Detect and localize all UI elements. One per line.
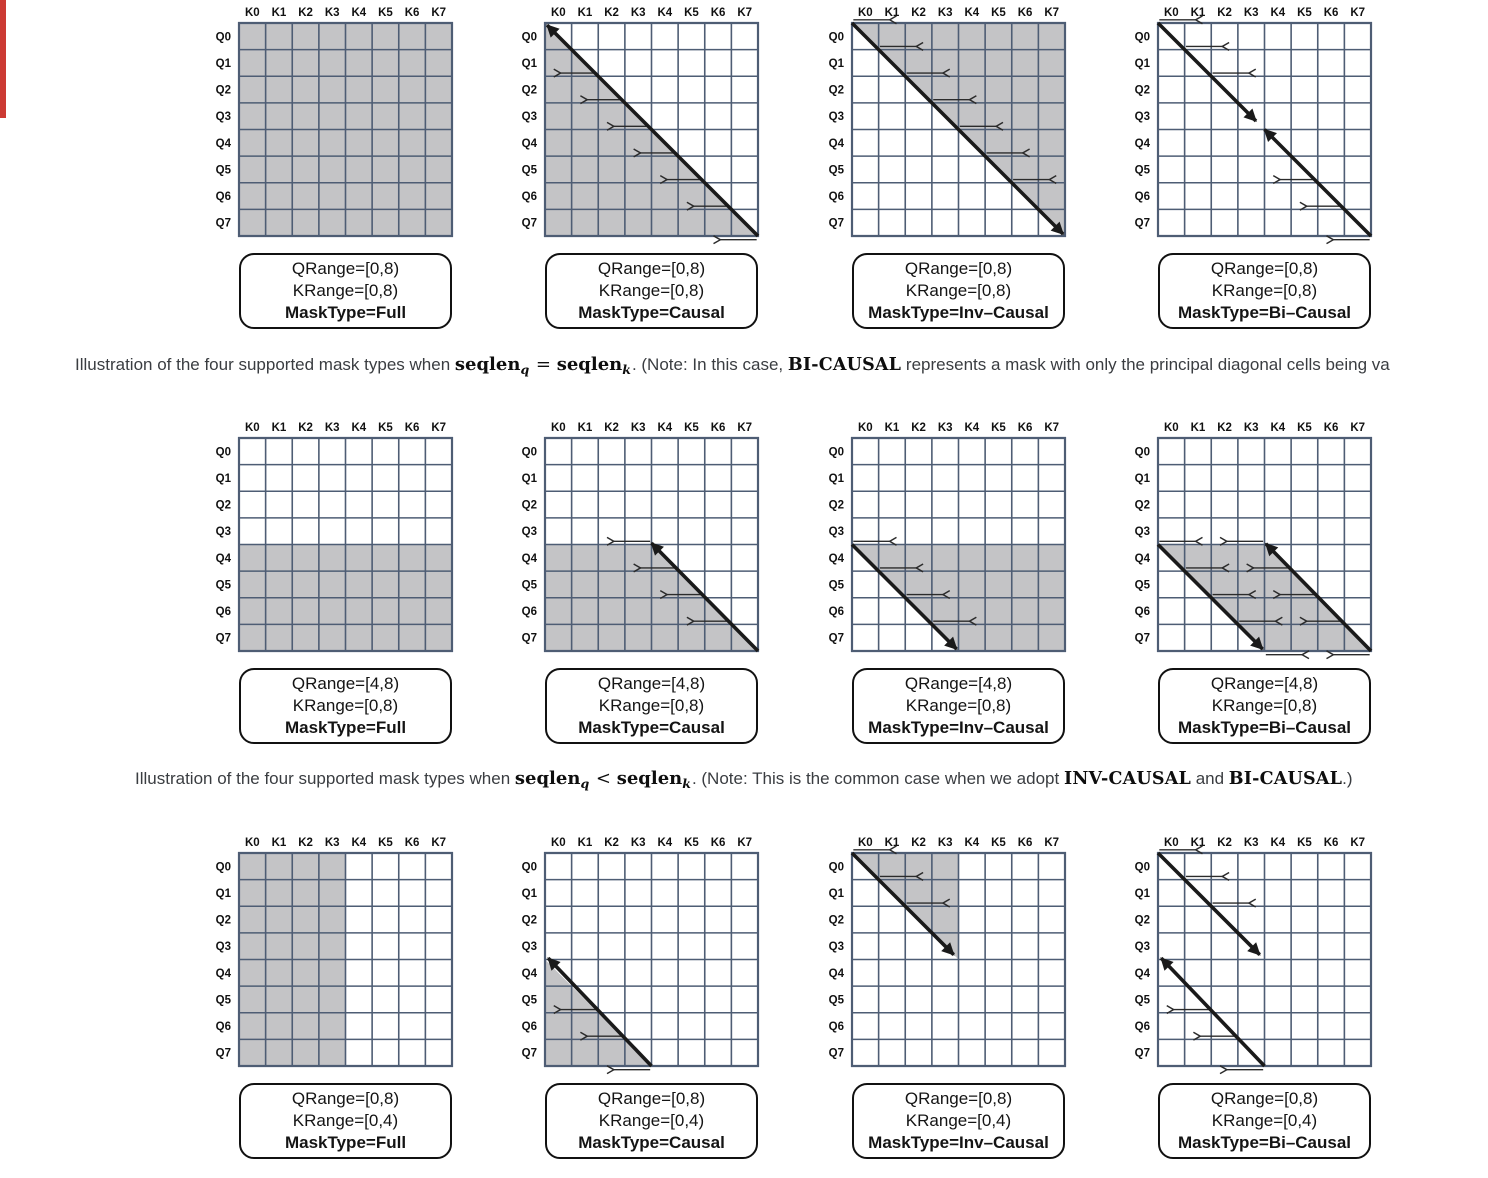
qrange-label: QRange=[0,8): [291, 1089, 400, 1108]
k-label: K7: [1350, 422, 1366, 434]
masktype-label: MaskType=Inv–Causal: [868, 303, 1049, 322]
q-label: Q4: [1134, 552, 1150, 565]
k-label: K2: [1217, 837, 1232, 849]
k-label: K3: [937, 7, 953, 19]
krange-label: KRange=[0,8): [1211, 696, 1318, 715]
k-label: K4: [657, 837, 673, 849]
k-label: K0: [550, 837, 566, 849]
q-label: Q4: [521, 967, 537, 980]
q-label: Q7: [828, 632, 844, 645]
q-label: Q2: [828, 499, 844, 512]
k-label: K1: [271, 7, 287, 19]
mask-grid: [819, 835, 1081, 1081]
q-label: Q5: [828, 579, 844, 592]
q-label: Q4: [1134, 137, 1150, 150]
k-label: K4: [351, 837, 367, 849]
q-label: Q0: [1134, 861, 1150, 874]
mask-grid: [1125, 835, 1387, 1081]
k-label: K5: [991, 422, 1006, 434]
k-label: K3: [630, 7, 646, 19]
k-label: K5: [378, 837, 393, 849]
mask-grid: [512, 5, 774, 251]
mask-grid: [512, 420, 774, 666]
mask-grid: [512, 835, 774, 1081]
q-label: Q6: [521, 1021, 537, 1034]
q-label: Q6: [1134, 1021, 1150, 1034]
q-label: Q5: [1134, 164, 1150, 177]
masktype-label: MaskType=Full: [284, 718, 407, 737]
q-label: Q4: [215, 552, 231, 565]
q-label: Q3: [215, 111, 231, 124]
k-label: K3: [937, 422, 953, 434]
q-label: Q5: [828, 164, 844, 177]
q-label: Q5: [215, 164, 231, 177]
q-label: Q7: [521, 1047, 537, 1060]
math-subscript: k: [682, 776, 691, 791]
caption-text: Illustration of the four supported mask types when: [135, 769, 515, 788]
k-label: K2: [298, 422, 313, 434]
mask-grid: [1125, 5, 1387, 251]
math-relation: <: [590, 768, 617, 789]
krange-label: KRange=[0,4): [598, 1111, 705, 1130]
q-label: Q2: [1134, 499, 1150, 512]
krange-label: KRange=[0,8): [905, 281, 1012, 300]
k-label: K0: [550, 422, 566, 434]
k-label: K6: [404, 837, 420, 849]
qrange-label: QRange=[0,8): [904, 259, 1013, 278]
k-label: K1: [577, 7, 593, 19]
q-label: Q6: [828, 1021, 844, 1034]
q-label: Q6: [215, 191, 231, 204]
k-label: K4: [964, 7, 980, 19]
masktype-name: BI-CAUSAL: [787, 355, 902, 375]
k-label: K5: [684, 422, 699, 434]
left-edge-red-strip: [0, 0, 6, 118]
k-label: K6: [1017, 7, 1033, 19]
k-label: K0: [244, 422, 260, 434]
krange-label: KRange=[0,8): [1211, 281, 1318, 300]
k-label: K1: [884, 7, 900, 19]
k-label: K6: [710, 837, 726, 849]
qrange-label: QRange=[0,8): [597, 259, 706, 278]
k-label: K7: [431, 422, 447, 434]
q-label: Q6: [521, 191, 537, 204]
k-label: K6: [1323, 837, 1339, 849]
qrange-label: QRange=[4,8): [291, 674, 400, 693]
q-label: Q2: [828, 84, 844, 97]
diagonal-arrow: [1158, 23, 1256, 121]
q-label: Q0: [215, 861, 231, 874]
k-label: K6: [710, 7, 726, 19]
krange-label: KRange=[0,8): [292, 281, 399, 300]
krange-label: KRange=[0,8): [292, 696, 399, 715]
krange-label: KRange=[0,4): [292, 1111, 399, 1130]
caption-seqlen-less: [135, 768, 1353, 789]
k-label: K0: [857, 837, 873, 849]
k-label: K5: [378, 422, 393, 434]
k-label: K4: [657, 7, 673, 19]
mask-grid: [819, 420, 1081, 666]
q-label: Q6: [828, 191, 844, 204]
k-label: K7: [1044, 7, 1060, 19]
k-label: K2: [298, 7, 313, 19]
math-subscript: q: [520, 362, 530, 377]
q-label: Q2: [828, 914, 844, 927]
k-label: K3: [630, 837, 646, 849]
q-label: Q7: [521, 632, 537, 645]
k-label: K4: [1270, 422, 1286, 434]
k-label: K5: [378, 7, 393, 19]
caption-text: and: [1190, 769, 1229, 788]
q-label: Q0: [828, 31, 844, 44]
k-label: K5: [1297, 7, 1312, 19]
q-label: Q3: [215, 526, 231, 539]
q-label: Q4: [828, 137, 844, 150]
masktype-label: MaskType=Full: [284, 303, 407, 322]
mask-panel: [512, 420, 774, 668]
q-label: Q1: [1134, 472, 1150, 485]
q-label: Q7: [215, 632, 231, 645]
k-label: K4: [351, 7, 367, 19]
k-label: K5: [991, 837, 1006, 849]
k-label: K2: [604, 422, 619, 434]
masktype-name: INV-CAUSAL: [1063, 769, 1191, 789]
q-label: Q6: [1134, 606, 1150, 619]
q-label: Q6: [215, 1021, 231, 1034]
mask-panel: [819, 835, 1081, 1083]
q-label: Q3: [828, 111, 844, 124]
k-label: K6: [1017, 837, 1033, 849]
q-label: Q1: [521, 472, 537, 485]
k-label: K2: [604, 7, 619, 19]
mask-panel: [1125, 5, 1387, 253]
k-label: K0: [1163, 7, 1179, 19]
math-seqlen: seqlen: [556, 354, 623, 375]
q-label: Q3: [1134, 526, 1150, 539]
mask-grid: [206, 420, 468, 666]
math-subscript: k: [622, 362, 631, 377]
q-label: Q7: [215, 1047, 231, 1060]
k-label: K1: [577, 837, 593, 849]
k-label: K5: [991, 7, 1006, 19]
q-label: Q4: [828, 552, 844, 565]
qrange-label: QRange=[0,8): [904, 1089, 1013, 1108]
q-label: Q3: [521, 526, 537, 539]
mask-panel: [819, 5, 1081, 253]
k-label: K3: [324, 837, 340, 849]
k-label: K0: [1163, 837, 1179, 849]
q-label: Q3: [828, 941, 844, 954]
k-label: K3: [324, 422, 340, 434]
k-label: K1: [271, 837, 287, 849]
k-label: K2: [298, 837, 313, 849]
caption-text: .): [1342, 769, 1353, 788]
q-label: Q7: [828, 217, 844, 230]
qrange-label: QRange=[4,8): [904, 674, 1013, 693]
k-label: K2: [911, 7, 926, 19]
k-label: K2: [911, 837, 926, 849]
q-label: Q0: [215, 31, 231, 44]
mask-info-box: [239, 253, 452, 329]
qrange-label: QRange=[0,8): [1210, 1089, 1319, 1108]
q-label: Q5: [1134, 994, 1150, 1007]
mask-panel: [206, 5, 468, 253]
mask-grid: [1125, 420, 1387, 666]
k-label: K6: [404, 422, 420, 434]
k-label: K7: [737, 7, 753, 19]
masktype-label: MaskType=Inv–Causal: [868, 1133, 1049, 1152]
mask-panel: [1125, 835, 1387, 1083]
q-label: Q1: [828, 57, 844, 70]
k-label: K1: [884, 422, 900, 434]
q-label: Q4: [828, 967, 844, 980]
mask-info-box: [852, 1083, 1065, 1159]
k-label: K0: [857, 7, 873, 19]
k-label: K2: [1217, 422, 1232, 434]
masktype-label: MaskType=Causal: [578, 718, 725, 737]
krange-label: KRange=[0,8): [905, 696, 1012, 715]
math-seqlen: seqlen: [454, 354, 521, 375]
mask-info-box: [852, 668, 1065, 744]
mask-panel: [819, 420, 1081, 668]
q-label: Q3: [1134, 111, 1150, 124]
q-label: Q5: [1134, 579, 1150, 592]
q-label: Q6: [521, 606, 537, 619]
masktype-label: MaskType=Full: [284, 1133, 407, 1152]
q-label: Q5: [215, 579, 231, 592]
masktype-label: MaskType=Bi–Causal: [1177, 1133, 1352, 1152]
k-label: K4: [964, 422, 980, 434]
k-label: K7: [1044, 837, 1060, 849]
mask-panel: [1125, 420, 1387, 668]
q-label: Q1: [215, 57, 231, 70]
krange-label: KRange=[0,4): [1211, 1111, 1318, 1130]
krange-label: KRange=[0,8): [598, 281, 705, 300]
k-label: K6: [1017, 422, 1033, 434]
q-label: Q1: [215, 887, 231, 900]
k-label: K2: [604, 837, 619, 849]
mask-info-box: [852, 253, 1065, 329]
mask-info-box: [545, 1083, 758, 1159]
q-label: Q1: [1134, 887, 1150, 900]
k-label: K3: [324, 7, 340, 19]
q-label: Q3: [215, 941, 231, 954]
mask-panel: [206, 420, 468, 668]
math-relation: =: [530, 354, 557, 375]
k-label: K6: [710, 422, 726, 434]
diagonal-arrow: [1158, 853, 1260, 955]
q-label: Q4: [215, 137, 231, 150]
k-label: K0: [550, 7, 566, 19]
k-label: K0: [244, 837, 260, 849]
q-label: Q5: [521, 579, 537, 592]
q-label: Q5: [521, 164, 537, 177]
caption-text: Illustration of the four supported mask types when: [75, 355, 455, 374]
qrange-label: QRange=[4,8): [597, 674, 706, 693]
masktype-name: BI-CAUSAL: [1228, 769, 1343, 789]
k-label: K7: [737, 422, 753, 434]
k-label: K7: [431, 7, 447, 19]
q-label: Q7: [1134, 217, 1150, 230]
krange-label: KRange=[0,8): [598, 696, 705, 715]
mask-grid: [206, 835, 468, 1081]
k-label: K7: [1350, 837, 1366, 849]
q-label: Q0: [828, 861, 844, 874]
k-label: K4: [964, 837, 980, 849]
k-label: K0: [244, 7, 260, 19]
k-label: K3: [1243, 422, 1259, 434]
q-label: Q4: [215, 967, 231, 980]
k-label: K4: [1270, 837, 1286, 849]
k-label: K2: [1217, 7, 1232, 19]
k-label: K1: [884, 837, 900, 849]
q-label: Q0: [521, 446, 537, 459]
k-label: K1: [1190, 7, 1206, 19]
math-subscript: q: [580, 776, 590, 791]
masktype-label: MaskType=Causal: [578, 303, 725, 322]
k-label: K6: [1323, 7, 1339, 19]
k-label: K5: [1297, 837, 1312, 849]
caption-text: . (Note: In this case,: [631, 355, 788, 374]
mask-info-box: [545, 253, 758, 329]
mask-info-box: [1158, 253, 1371, 329]
q-label: Q0: [521, 861, 537, 874]
q-label: Q6: [1134, 191, 1150, 204]
qrange-label: QRange=[0,8): [291, 259, 400, 278]
k-label: K7: [1350, 7, 1366, 19]
q-label: Q5: [215, 994, 231, 1007]
k-label: K6: [404, 7, 420, 19]
q-label: Q2: [215, 84, 231, 97]
q-label: Q7: [828, 1047, 844, 1060]
mask-panel: [512, 835, 774, 1083]
mask-info-box: [1158, 1083, 1371, 1159]
mask-panel: [512, 5, 774, 253]
mask-info-box: [239, 668, 452, 744]
k-label: K4: [1270, 7, 1286, 19]
k-label: K0: [1163, 422, 1179, 434]
k-label: K1: [1190, 837, 1206, 849]
mask-info-box: [545, 668, 758, 744]
q-label: Q1: [521, 57, 537, 70]
masktype-label: MaskType=Bi–Causal: [1177, 718, 1352, 737]
q-label: Q2: [1134, 914, 1150, 927]
k-label: K4: [657, 422, 673, 434]
q-label: Q2: [215, 499, 231, 512]
q-label: Q7: [1134, 1047, 1150, 1060]
k-label: K7: [1044, 422, 1060, 434]
q-label: Q7: [521, 217, 537, 230]
k-label: K5: [1297, 422, 1312, 434]
q-label: Q4: [521, 552, 537, 565]
q-label: Q1: [828, 472, 844, 485]
q-label: Q2: [521, 499, 537, 512]
q-label: Q0: [521, 31, 537, 44]
q-label: Q3: [521, 111, 537, 124]
mask-info-box: [239, 1083, 452, 1159]
qrange-label: QRange=[4,8): [1210, 674, 1319, 693]
q-label: Q3: [1134, 941, 1150, 954]
qrange-label: QRange=[0,8): [597, 1089, 706, 1108]
k-label: K5: [684, 7, 699, 19]
masktype-label: MaskType=Inv–Causal: [868, 718, 1049, 737]
q-label: Q2: [521, 914, 537, 927]
k-label: K3: [1243, 7, 1259, 19]
q-label: Q1: [215, 472, 231, 485]
caption-seqlen-equal: [75, 354, 1390, 375]
q-label: Q3: [521, 941, 537, 954]
caption-text: . (Note: This is the common case when we adopt: [691, 769, 1064, 788]
q-label: Q4: [1134, 967, 1150, 980]
q-label: Q1: [1134, 57, 1150, 70]
qrange-label: QRange=[0,8): [1210, 259, 1319, 278]
q-label: Q1: [521, 887, 537, 900]
q-label: Q0: [215, 446, 231, 459]
q-label: Q7: [215, 217, 231, 230]
q-label: Q6: [215, 606, 231, 619]
k-label: K2: [911, 422, 926, 434]
math-seqlen: seqlen: [514, 768, 581, 789]
q-label: Q4: [521, 137, 537, 150]
k-label: K4: [351, 422, 367, 434]
q-label: Q7: [1134, 632, 1150, 645]
k-label: K1: [577, 422, 593, 434]
q-label: Q1: [828, 887, 844, 900]
q-label: Q3: [828, 526, 844, 539]
q-label: Q0: [828, 446, 844, 459]
k-label: K3: [630, 422, 646, 434]
q-label: Q6: [828, 606, 844, 619]
k-label: K1: [271, 422, 287, 434]
mask-info-box: [1158, 668, 1371, 744]
q-label: Q2: [521, 84, 537, 97]
masktype-label: MaskType=Causal: [578, 1133, 725, 1152]
k-label: K3: [937, 837, 953, 849]
mask-panel: [206, 835, 468, 1083]
mask-grid: [819, 5, 1081, 251]
k-label: K3: [1243, 837, 1259, 849]
k-label: K7: [431, 837, 447, 849]
masktype-label: MaskType=Bi–Causal: [1177, 303, 1352, 322]
q-label: Q0: [1134, 31, 1150, 44]
caption-text: represents a mask with only the principal diagonal cells being va: [901, 355, 1390, 374]
krange-label: KRange=[0,4): [905, 1111, 1012, 1130]
q-label: Q0: [1134, 446, 1150, 459]
math-seqlen: seqlen: [616, 768, 683, 789]
k-label: K5: [684, 837, 699, 849]
k-label: K7: [737, 837, 753, 849]
k-label: K6: [1323, 422, 1339, 434]
k-label: K0: [857, 422, 873, 434]
q-label: Q5: [828, 994, 844, 1007]
mask-grid: [206, 5, 468, 251]
q-label: Q5: [521, 994, 537, 1007]
q-label: Q2: [215, 914, 231, 927]
q-label: Q2: [1134, 84, 1150, 97]
k-label: K1: [1190, 422, 1206, 434]
